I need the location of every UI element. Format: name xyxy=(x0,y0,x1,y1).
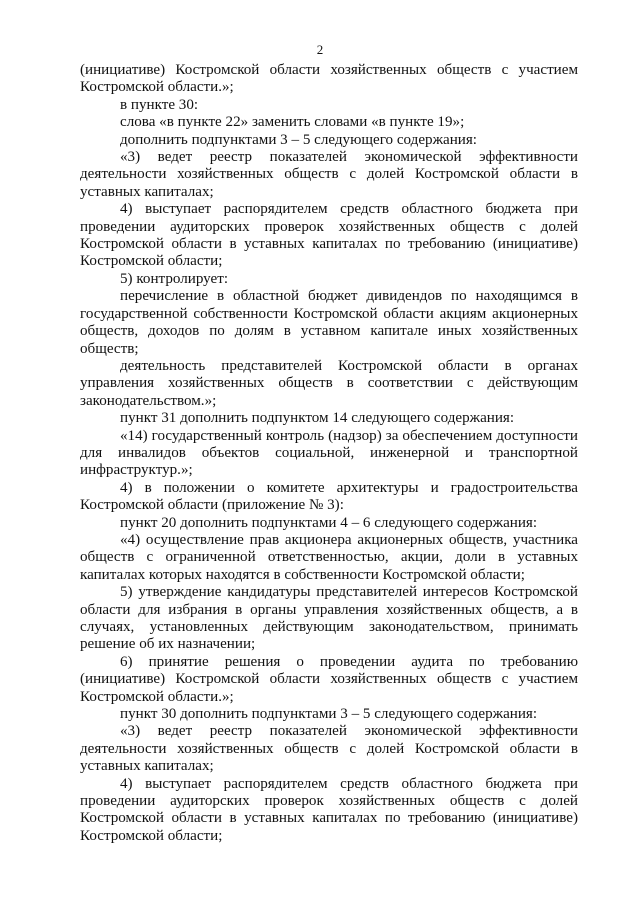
document-body xyxy=(80,62,578,845)
paragraph: 4) в положении о комитете архитектуры и градостроительства Костромской области (приложение № 3): xyxy=(80,479,578,514)
paragraph: перечисление в областной бюджет дивидендов по находящимся в государственной собственности Костромской области акциям акционерных обществ, доходов по долям в уставном капитале иных хозяйственных обществ; xyxy=(80,288,578,357)
paragraph: 6) принятие решения о проведении аудита по требованию (инициативе) Костромской области хозяйственных обществ с участием Костромской области.»; xyxy=(80,653,578,705)
paragraph: «3) ведет реестр показателей экономической эффективности деятельности хозяйственных обществ с долей Костромской области в уставных капиталах; xyxy=(80,723,578,775)
page-number: 2 xyxy=(316,42,324,57)
paragraph: пункт 31 дополнить подпунктом 14 следующего содержания: xyxy=(120,410,515,427)
paragraph: пункт 20 дополнить подпунктами 4 – 6 следующего содержания: xyxy=(120,514,538,531)
paragraph: «3) ведет реестр показателей экономической эффективности деятельности хозяйственных обществ с долей Костромской области в уставных капиталах; xyxy=(80,149,578,200)
paragraph: 4) выступает распорядителем средств областного бюджета при проведении аудиторских проверок хозяйственных обществ с долей Костромской области в уставных капиталах по требованию (инициативе) Костромской области; xyxy=(80,201,578,270)
paragraph: в пункте 30: xyxy=(120,96,199,113)
paragraph: (инициативе) Костромской области хозяйственных обществ с участием Костромской области.»; xyxy=(80,62,578,96)
paragraph: «4) осуществление прав акционера акционерных обществ, участника обществ с ограниченной ответственностью, акции, доли в уставных капиталах которых находятся в собственности Костромской области; xyxy=(80,531,578,583)
paragraph: 5) контролирует: xyxy=(120,270,229,287)
paragraph: 4) выступает распорядителем средств областного бюджета при проведении аудиторских проверок хозяйственных обществ с долей Костромской области в уставных капиталах по требованию (инициативе) Костромской области; xyxy=(80,775,578,844)
paragraph: дополнить подпунктами 3 – 5 следующего содержания: xyxy=(120,131,477,148)
paragraph: слова «в пункте 22» заменить словами «в пункте 19»; xyxy=(120,114,465,131)
paragraph: деятельность представителей Костромской области в органах управления хозяйственных обществ в соответствии с действующим законодательством.»; xyxy=(80,357,578,409)
paragraph: 5) утверждение кандидатуры представителей интересов Костромской области для избрания в органы управления хозяйственных обществ, а в случаях, установленных действующим законодательством, принимать решение об их назначении; xyxy=(80,584,578,653)
paragraph: «14) государственный контроль (надзор) за обеспечением доступности для инвалидов объектов социальной, инженерной и транспортной инфраструктур.»; xyxy=(80,427,578,479)
paragraph: пункт 30 дополнить подпунктами 3 – 5 следующего содержания: xyxy=(120,706,538,723)
